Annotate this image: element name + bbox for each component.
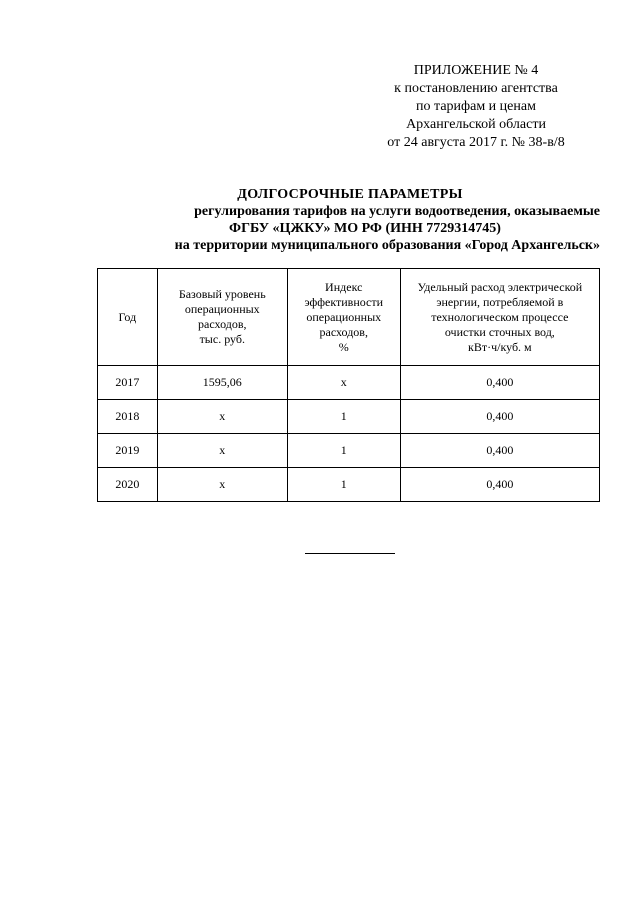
cell-base-level: х <box>157 468 287 502</box>
end-divider <box>305 553 395 554</box>
cell-energy-consumption: 0,400 <box>400 366 599 400</box>
cell-energy-consumption: 0,400 <box>400 468 599 502</box>
cell-year: 2017 <box>98 366 158 400</box>
cell-year: 2019 <box>98 434 158 468</box>
cell-year: 2020 <box>98 468 158 502</box>
title-main: ДОЛГОСРОЧНЫЕ ПАРАМЕТРЫ <box>237 187 463 202</box>
table-row <box>98 468 600 502</box>
header-energy-consumption: Удельный расход электрической энергии, потребляемой в технологическом процессе очистки сточных вод, кВт·ч/куб. м <box>400 269 599 366</box>
cell-efficiency-index: 1 <box>287 468 400 502</box>
cell-base-level: х <box>157 434 287 468</box>
title-territory: на территории муниципального образования «Город Архангельск» <box>174 238 600 253</box>
annex-ref-line: по тарифам и ценам <box>416 99 536 114</box>
cell-base-level: 1595,06 <box>157 366 287 400</box>
header-efficiency-index: Индекс эффективности операционных расходов, % <box>287 269 400 366</box>
header-year: Год <box>98 269 158 366</box>
annex-number: ПРИЛОЖЕНИЕ № 4 <box>413 63 539 78</box>
cell-base-level: х <box>157 400 287 434</box>
table-row <box>98 434 600 468</box>
table-header-row <box>98 269 600 366</box>
cell-efficiency-index: х <box>287 366 400 400</box>
annex-date: от 24 августа 2017 г. № 38-в/8 <box>387 135 565 150</box>
title-subject: регулирования тарифов на услуги водоотведения, оказываемые <box>194 204 600 219</box>
document-title <box>100 186 600 254</box>
cell-efficiency-index: 1 <box>287 434 400 468</box>
table-row <box>98 400 600 434</box>
table-row <box>98 366 600 400</box>
parameters-table <box>97 268 600 502</box>
annex-header <box>360 62 592 152</box>
cell-efficiency-index: 1 <box>287 400 400 434</box>
cell-energy-consumption: 0,400 <box>400 434 599 468</box>
cell-energy-consumption: 0,400 <box>400 400 599 434</box>
title-organization: ФГБУ «ЦЖКУ» МО РФ (ИНН 7729314745) <box>229 221 501 236</box>
header-base-level: Базовый уровень операционных расходов, тыс. руб. <box>157 269 287 366</box>
cell-year: 2018 <box>98 400 158 434</box>
annex-ref-line: к постановлению агентства <box>394 81 558 96</box>
annex-ref-line: Архангельской области <box>406 117 546 132</box>
